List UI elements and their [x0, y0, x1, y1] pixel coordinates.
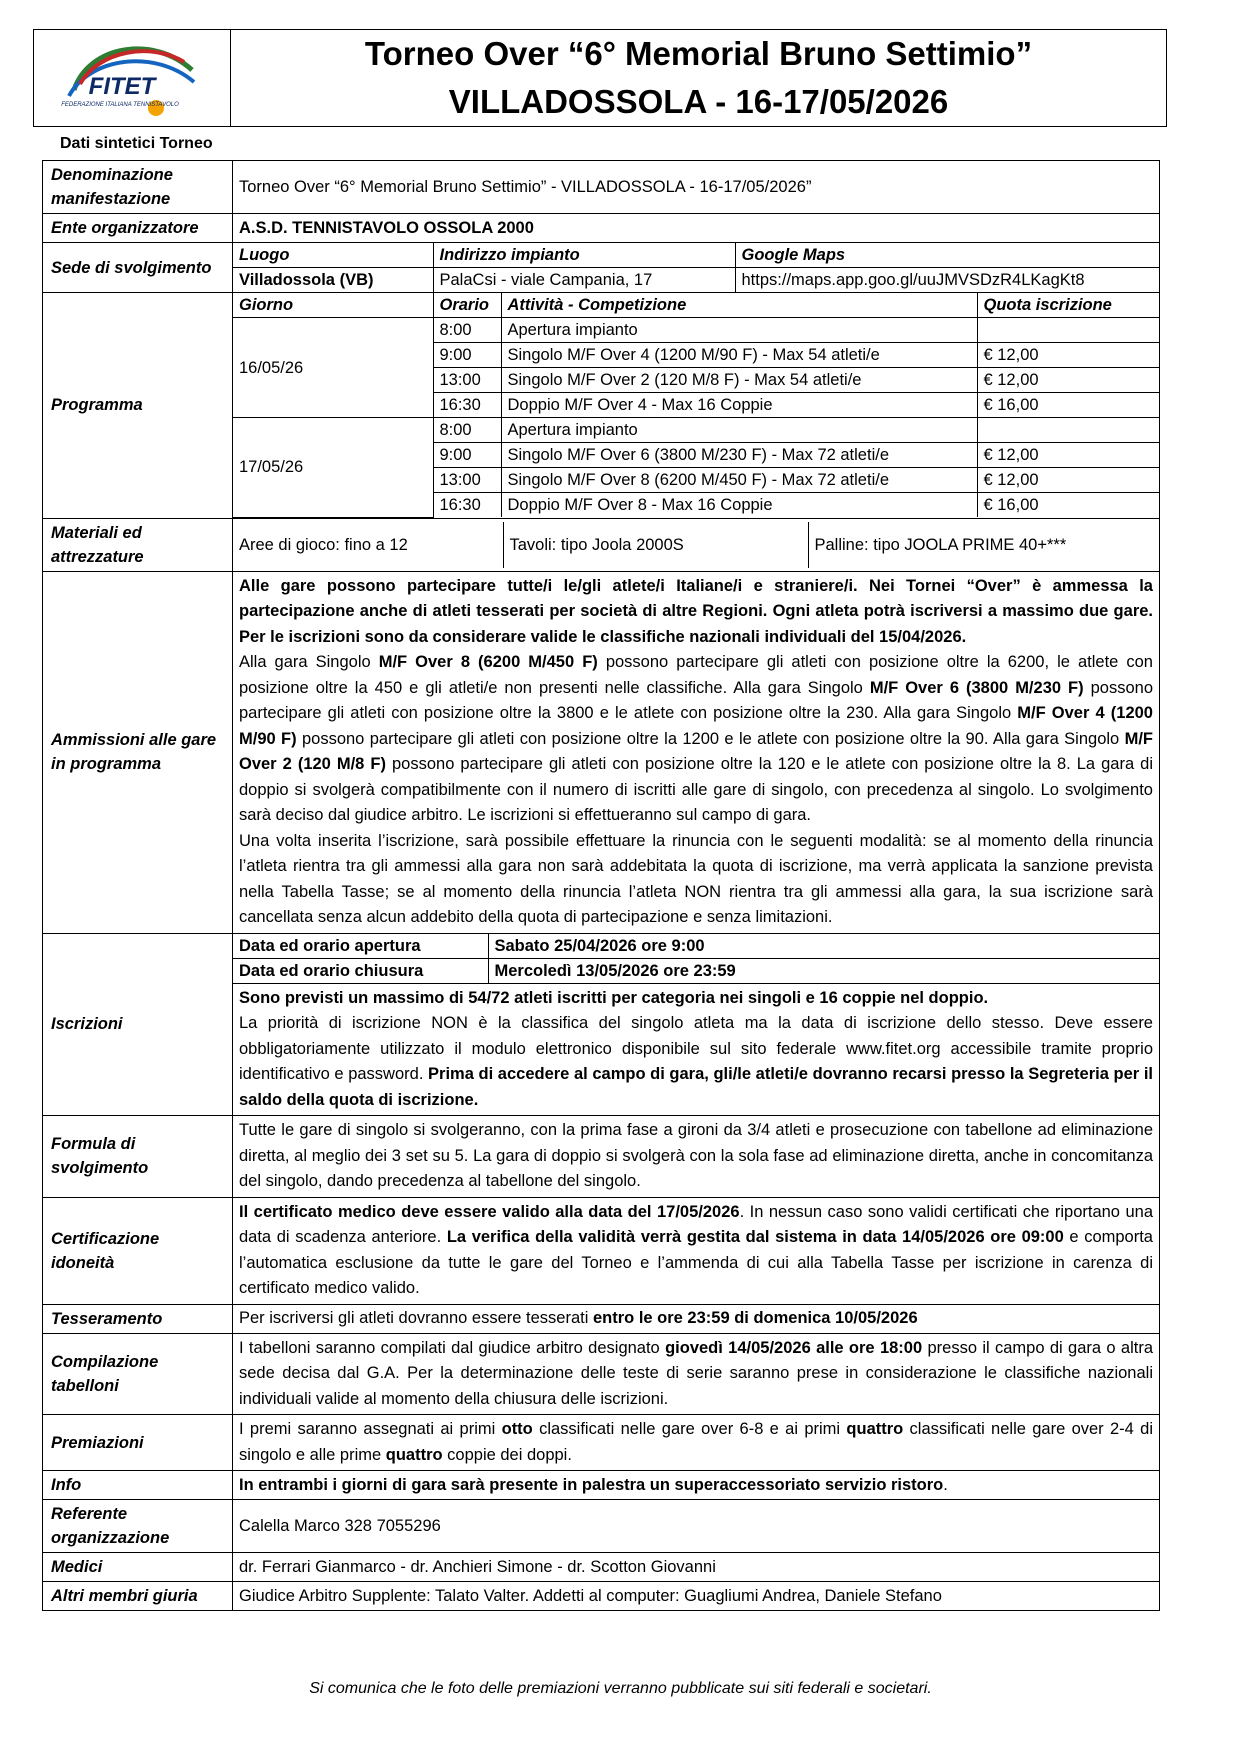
iscrizioni-open-value: Sabato 25/04/2026 ore 9:00	[488, 934, 1159, 959]
row-denominazione	[43, 161, 1160, 214]
prog-fee	[977, 418, 1159, 443]
ammissioni-rinuncia: Una volta inserita l’iscrizione, sarà possibile effettuare la rinuncia con le seguenti modalità: se al momento della rinuncia l’atleta rientra tra gli ammessi alla gara non sarà addebitata la quota di iscrizione, ma verrà applicata la sanzione prevista nella Tabella Tasse; se al momento della rinuncia l’atleta NON rientra tra gli ammessi alla gara, la sua iscrizione sarà cancellata senza alcun addebito della quota di partecipazione e senza limitazioni.	[239, 831, 1153, 926]
value-compilazione: I tabelloni saranno compilati dal giudice arbitro designato giovedì 14/05/2026 alle ore 18:00 presso il campo di gara o altra sede decisa dal G.A. Per la determinazione delle teste di serie saranno prese in considerazione le classifiche nazionali individuali valide al momento della chiusura delle iscrizioni.	[233, 1333, 1160, 1415]
prog-header-quota: Quota iscrizione	[977, 293, 1159, 318]
iscrizioni-open-label: Data ed orario apertura	[233, 934, 488, 959]
value-ammissioni	[233, 571, 1160, 933]
value-ente: A.S.D. TENNISTAVOLO OSSOLA 2000	[233, 214, 1160, 243]
materiali-palline: Palline: tipo JOOLA PRIME 40+***	[808, 522, 1159, 568]
prog-time: 8:00	[433, 418, 501, 443]
value-tesseramento: Per iscriversi gli atleti dovranno essere tesserati entro le ore 23:59 di domenica 10/05/2026	[233, 1304, 1160, 1333]
label-ammissioni: Ammissioni alle gare in programma	[43, 571, 233, 933]
value-giuria: Giudice Arbitro Supplente: Talato Valter. Addetti al computer: Guagliumi Andrea, Daniele Stefano	[233, 1582, 1160, 1611]
label-certificazione: Certificazione idoneità	[43, 1197, 233, 1304]
prog-fee: € 12,00	[977, 443, 1159, 468]
iscrizioni-close-value: Mercoledì 13/05/2026 ore 23:59	[488, 958, 1159, 983]
label-sede: Sede di svolgimento	[43, 243, 233, 293]
programma-table	[233, 293, 1159, 518]
label-medici: Medici	[43, 1553, 233, 1582]
ammissioni-intro: Alle gare possono partecipare tutte/i le/gli atlete/i Italiane/i e straniere/i. Nei Tornei “Over” è ammessa la partecipazione anche di atleti tesserati per società di altre Regioni. Ogni atleta potrà iscriversi a massimo due gare. Per le iscrizioni sono da considerare valide le classifiche nazionali individuali del 15/04/2026.	[239, 576, 1153, 646]
svg-text:FITET: FITET	[88, 73, 156, 100]
prog-time: 13:00	[433, 468, 501, 493]
prog-activity: Apertura impianto	[501, 418, 977, 443]
sede-header-luogo: Luogo	[233, 243, 433, 268]
value-denominazione: Torneo Over “6° Memorial Bruno Settimio” - VILLADOSSOLA - 16-17/05/2026”	[233, 161, 1160, 214]
label-info: Info	[43, 1471, 233, 1500]
row-premiazioni	[43, 1415, 1160, 1471]
row-ente	[43, 214, 1160, 243]
prog-activity: Doppio M/F Over 4 - Max 16 Coppie	[501, 393, 977, 418]
prog-time: 16:30	[433, 393, 501, 418]
prog-fee: € 16,00	[977, 493, 1159, 518]
row-tesseramento	[43, 1304, 1160, 1333]
prog-activity: Singolo M/F Over 2 (120 M/8 F) - Max 54 atleti/e	[501, 368, 977, 393]
label-ente: Ente organizzatore	[43, 214, 233, 243]
prog-activity: Singolo M/F Over 6 (3800 M/230 F) - Max 72 atleti/e	[501, 443, 977, 468]
materiali-tavoli: Tavoli: tipo Joola 2000S	[503, 522, 808, 568]
title-line-2: VILLADOSSOLA - 16-17/05/2026	[448, 83, 949, 120]
value-medici: dr. Ferrari Gianmarco - dr. Anchieri Simone - dr. Scotton Giovanni	[233, 1553, 1160, 1582]
label-giuria: Altri membri giuria	[43, 1582, 233, 1611]
header-box	[33, 29, 1167, 127]
prog-day-2: 17/05/26	[233, 418, 433, 518]
prog-header-orario: Orario	[433, 293, 501, 318]
ammissioni-categorie: Alla gara Singolo M/F Over 8 (6200 M/450 F) possono partecipare gli atleti con posizione oltre la 6200, le atlete con posizione oltre la 450 e gli atleti/e non presenti nelle classifiche. Alla gara Singolo M/F Over 6 (3800 M/230 F) possono partecipare gli atleti con posizione oltre la 3800 e le atlete con posizione oltre la 230. Alla gara Singolo M/F Over 4 (1200 M/90 F) possono partecipare gli atleti con posizione oltre la 1200 e le atlete con posizione oltre la 90. Alla gara Singolo M/F Over 2 (120 M/8 F) possono partecipare gli atleti con posizione oltre la 120 e le atlete con posizione oltre la 8. La gara di doppio si svolgerà compatibilmente con il numero di iscritti alle gare di singolo, con precedenza al singolo. Lo svolgimento sarà deciso dal giudice arbitro. Le iscrizioni si effettueranno sul campo di gara.	[239, 653, 1154, 824]
tournament-table	[42, 160, 1160, 1611]
fitet-logo-icon	[34, 30, 228, 125]
prog-fee: € 16,00	[977, 393, 1159, 418]
prog-fee: € 12,00	[977, 343, 1159, 368]
row-medici	[43, 1553, 1160, 1582]
row-formula	[43, 1116, 1160, 1198]
sede-maps-link[interactable]: https://maps.app.goo.gl/uuJMVSDzR4LKagKt8	[735, 268, 1159, 293]
row-info	[43, 1471, 1160, 1500]
label-referente: Referente organizzazione	[43, 1500, 233, 1553]
iscrizioni-text: Sono previsti un massimo di 54/72 atleti iscritti per categoria nei singoli e 16 coppie nel doppio. La priorità di iscrizione NON è la classifica del singolo atleta ma la data di iscrizione dello stesso. Deve essere obbligatoriamente utilizzato il modulo elettronico disponibile sul sito federale www.fitet.org accessibile tramite proprio identificativo e password. Prima di accedere al campo di gara, gli/le atleti/e dovranno recarsi presso la Segreteria per il saldo della quota di iscrizione.	[233, 983, 1159, 1116]
prog-activity: Apertura impianto	[501, 318, 977, 343]
section-title: Dati sintetici Torneo	[60, 135, 213, 152]
iscrizioni-dates	[233, 934, 1159, 983]
sede-luogo: Villadossola (VB)	[233, 268, 433, 293]
row-giuria	[43, 1582, 1160, 1611]
prog-fee: € 12,00	[977, 468, 1159, 493]
prog-time: 16:30	[433, 493, 501, 518]
prog-time: 8:00	[433, 318, 501, 343]
sede-table	[233, 243, 1159, 292]
label-programma: Programma	[43, 293, 233, 519]
row-compilazione	[43, 1333, 1160, 1415]
value-formula: Tutte le gare di singolo si svolgeranno, con la prima fase a gironi da 3/4 atleti e prosecuzione con tabellone ad eliminazione diretta, al meglio dei 3 set su 5. La gara di doppio si svolgerà con la sola fase ad eliminazione diretta, anche in concomitanza del singolo, dando precedenza al tabellone del singolo.	[233, 1116, 1160, 1198]
row-certificazione	[43, 1197, 1160, 1304]
fitet-logo	[34, 30, 231, 126]
footer-note: Si comunica che le foto delle premiazioni verranno pubblicate sui siti federali e societari.	[309, 1680, 932, 1697]
materiali-table	[233, 522, 1159, 568]
prog-header-giorno: Giorno	[233, 293, 433, 318]
materiali-aree: Aree di gioco: fino a 12	[233, 522, 503, 568]
label-materiali: Materiali ed attrezzature	[43, 518, 233, 571]
prog-fee	[977, 318, 1159, 343]
label-formula: Formula di svolgimento	[43, 1116, 233, 1198]
title-line-1: Torneo Over “6° Memorial Bruno Settimio”	[364, 35, 1033, 72]
prog-time: 9:00	[433, 343, 501, 368]
prog-day-1: 16/05/26	[233, 318, 433, 418]
row-sede	[43, 243, 1160, 293]
row-ammissioni	[43, 571, 1160, 933]
prog-fee: € 12,00	[977, 368, 1159, 393]
page-title	[231, 30, 1166, 126]
value-info: In entrambi i giorni di gara sarà presente in palestra un superaccessoriato servizio ristoro.	[233, 1471, 1160, 1500]
label-premiazioni: Premiazioni	[43, 1415, 233, 1471]
sede-header-maps: Google Maps	[735, 243, 1159, 268]
row-programma	[43, 293, 1160, 519]
value-premiazioni: I premi saranno assegnati ai primi otto classificati nelle gare over 6-8 e ai primi quattro classificati nelle gare over 2-4 di singolo e alle prime quattro coppie dei doppi.	[233, 1415, 1160, 1471]
sede-header-indirizzo: Indirizzo impianto	[433, 243, 735, 268]
value-certificazione: Il certificato medico deve essere valido alla data del 17/05/2026. In nessun caso sono validi certificati che riportano una data di scadenza anteriore. La verifica della validità verrà gestita dal sistema in data 14/05/2026 ore 09:00 e comporta l’automatica esclusione da tutte le gare del Torneo e l’ammenda di cui alla Tabella Tasse per iscrizione in carenza di certificato medico valido.	[233, 1197, 1160, 1304]
label-denominazione: Denominazione manifestazione	[43, 161, 233, 214]
sede-indirizzo: PalaCsi - viale Campania, 17	[433, 268, 735, 293]
label-iscrizioni: Iscrizioni	[43, 933, 233, 1116]
row-materiali	[43, 518, 1160, 571]
prog-time: 9:00	[433, 443, 501, 468]
prog-activity: Singolo M/F Over 4 (1200 M/90 F) - Max 54 atleti/e	[501, 343, 977, 368]
prog-time: 13:00	[433, 368, 501, 393]
prog-activity: Doppio M/F Over 8 - Max 16 Coppie	[501, 493, 977, 518]
row-referente	[43, 1500, 1160, 1553]
prog-activity: Singolo M/F Over 8 (6200 M/450 F) - Max 72 atleti/e	[501, 468, 977, 493]
value-referente: Calella Marco 328 7055296	[233, 1500, 1160, 1553]
svg-text:FEDERAZIONE ITALIANA TENNISTAV: FEDERAZIONE ITALIANA TENNISTAVOLO	[61, 102, 179, 108]
prog-header-attivita: Attività - Competizione	[501, 293, 977, 318]
label-tesseramento: Tesseramento	[43, 1304, 233, 1333]
iscrizioni-close-label: Data ed orario chiusura	[233, 958, 488, 983]
label-compilazione: Compilazione tabelloni	[43, 1333, 233, 1415]
row-iscrizioni	[43, 933, 1160, 1116]
